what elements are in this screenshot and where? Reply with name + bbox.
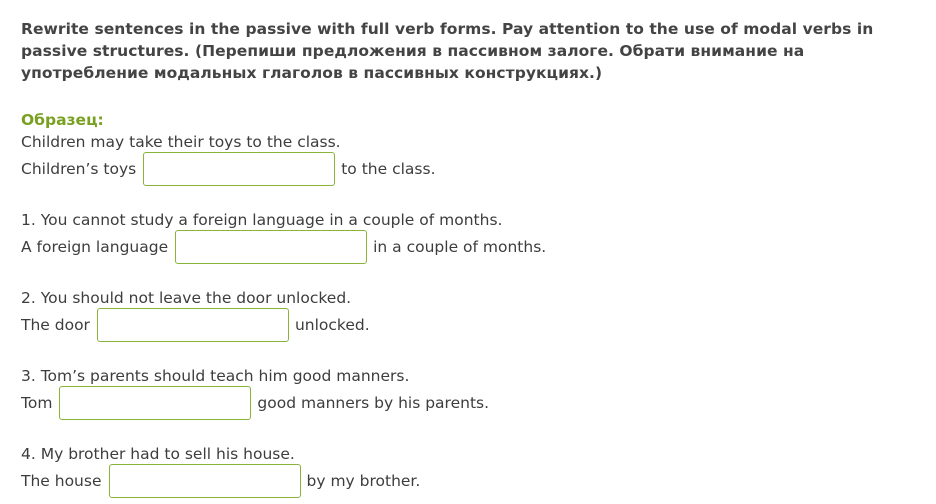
sample-suffix: to the class.: [341, 160, 436, 178]
exercise-2-prefix: The door: [21, 316, 90, 334]
exercise-page: [21, 18, 921, 490]
exercise-4-answer-row: [21, 464, 420, 498]
sample-answer-input[interactable]: [143, 152, 335, 186]
exercise-2-sentence: 2. You should not leave the door unlocked.: [21, 289, 352, 307]
sample-prefix: Children’s toys: [21, 160, 137, 178]
exercise-1-sentence: 1. You cannot study a foreign language in a couple of months.: [21, 211, 503, 229]
exercise-4-sentence: 4. My brother had to sell his house.: [21, 445, 295, 463]
sample-sentence: Children may take their toys to the class.: [21, 133, 341, 151]
exercise-1-answer-row: [21, 230, 546, 264]
exercise-3-prefix: Tom: [21, 394, 53, 412]
exercise-4-suffix: by my brother.: [306, 472, 421, 490]
exercise-1-suffix: in a couple of months.: [373, 238, 547, 256]
sample-answer-row: [21, 152, 436, 186]
sample-heading: Образец:: [21, 111, 104, 129]
exercise-1-prefix: A foreign language: [21, 238, 169, 256]
exercise-3-answer-input[interactable]: [59, 386, 251, 420]
exercise-3-answer-row: [21, 386, 489, 420]
exercise-3-suffix: good manners by his parents.: [257, 394, 490, 412]
exercise-2-answer-input[interactable]: [97, 308, 289, 342]
exercise-4-prefix: The house: [21, 472, 102, 490]
exercise-4-answer-input[interactable]: [109, 464, 301, 498]
exercise-1-answer-input[interactable]: [175, 230, 367, 264]
instructions-text: Rewrite sentences in the passive with full verb forms. Pay attention to the use of modal verbs in passive structures. (Перепиши предложения в пассивном залоге. Обрати внимание на употребление модальных глаголов в пассивных конструкциях.): [21, 20, 874, 82]
exercise-3-sentence: 3. Tom’s parents should teach him good manners.: [21, 367, 410, 385]
exercise-2-suffix: unlocked.: [294, 316, 370, 334]
exercise-2-answer-row: [21, 308, 370, 342]
